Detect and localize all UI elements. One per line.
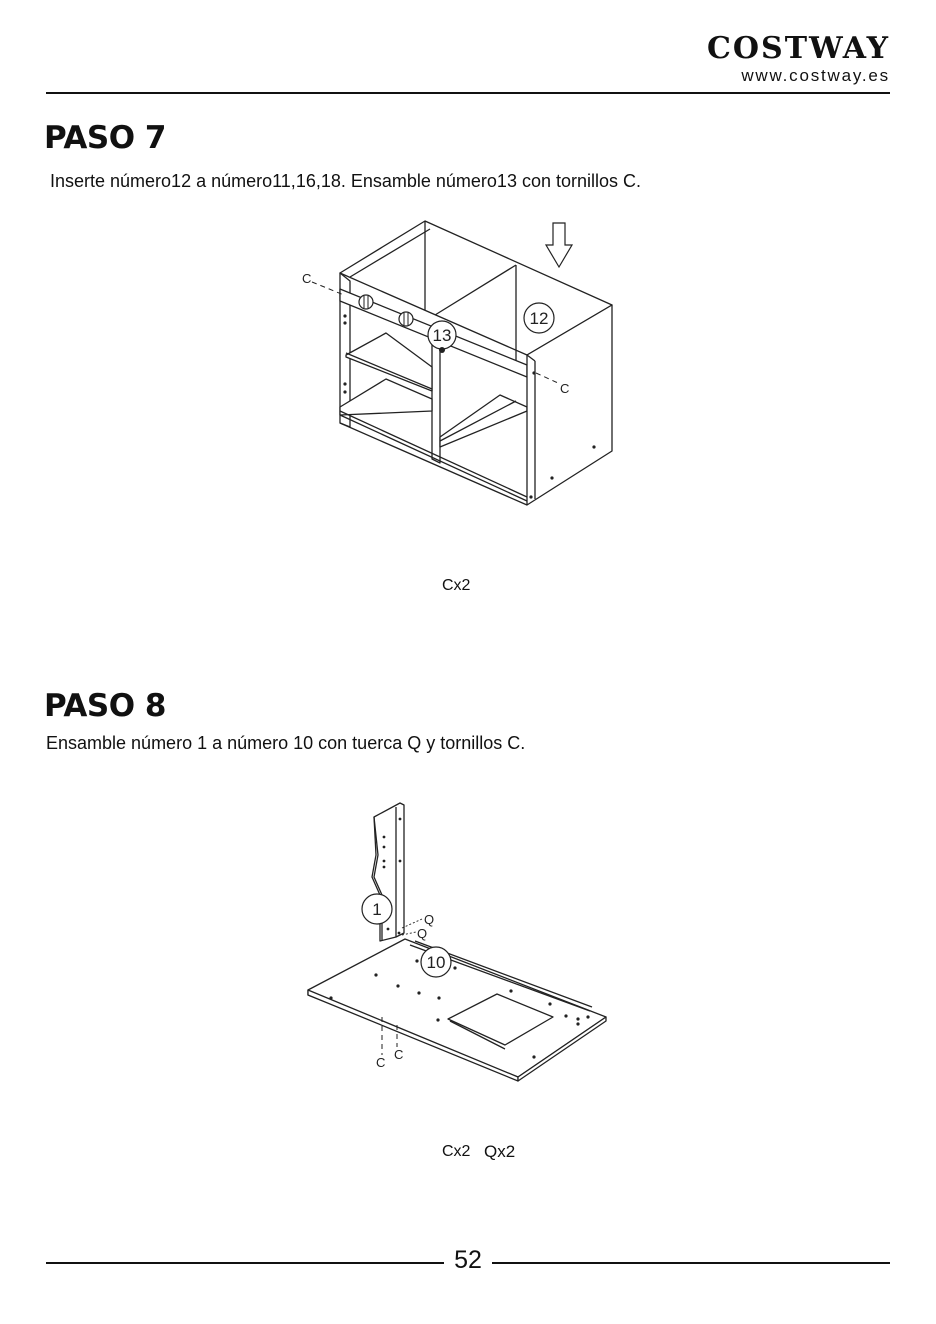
step-7-cabinet-illustration <box>290 215 630 515</box>
page-number: 52 <box>454 1246 482 1274</box>
brand-logo: COSTWAY <box>707 31 890 66</box>
screw-label-c-2: C <box>394 1047 404 1062</box>
callout-12: 12 <box>529 309 549 328</box>
nut-label-q-2: Q <box>417 926 428 941</box>
step-7-title: PASO 7 <box>44 120 166 156</box>
screw-label-c-left: C <box>302 271 312 286</box>
brand-url: www.costway.es <box>741 66 890 85</box>
screw-label-c-1: C <box>376 1055 386 1070</box>
callout-13: 13 <box>432 326 452 345</box>
step-8-screw-qty: Cx2 <box>442 1143 471 1160</box>
step-8-instruction: Ensamble número 1 a número 10 con tuerca Q y tornillos C. <box>46 733 526 753</box>
footer-divider-right <box>492 1262 890 1264</box>
step-8-title: PASO 8 <box>44 688 166 724</box>
callout-1: 1 <box>372 900 382 919</box>
header-divider <box>46 92 890 94</box>
screw-label-c-right: C <box>560 381 570 396</box>
callout-10: 10 <box>426 953 446 972</box>
nut-label-q-1: Q <box>424 912 435 927</box>
step-8-panel-illustration <box>300 795 620 1085</box>
step-8-nut-qty: Qx2 <box>484 1142 516 1161</box>
step-7-hardware-qty: Cx2 <box>442 577 471 594</box>
insert-arrow-icon <box>546 223 572 267</box>
footer-divider-left <box>46 1262 444 1264</box>
brand-block <box>707 31 890 86</box>
step-7-instruction: Inserte número12 a número11,16,18. Ensamble número13 con tornillos C. <box>50 171 642 191</box>
